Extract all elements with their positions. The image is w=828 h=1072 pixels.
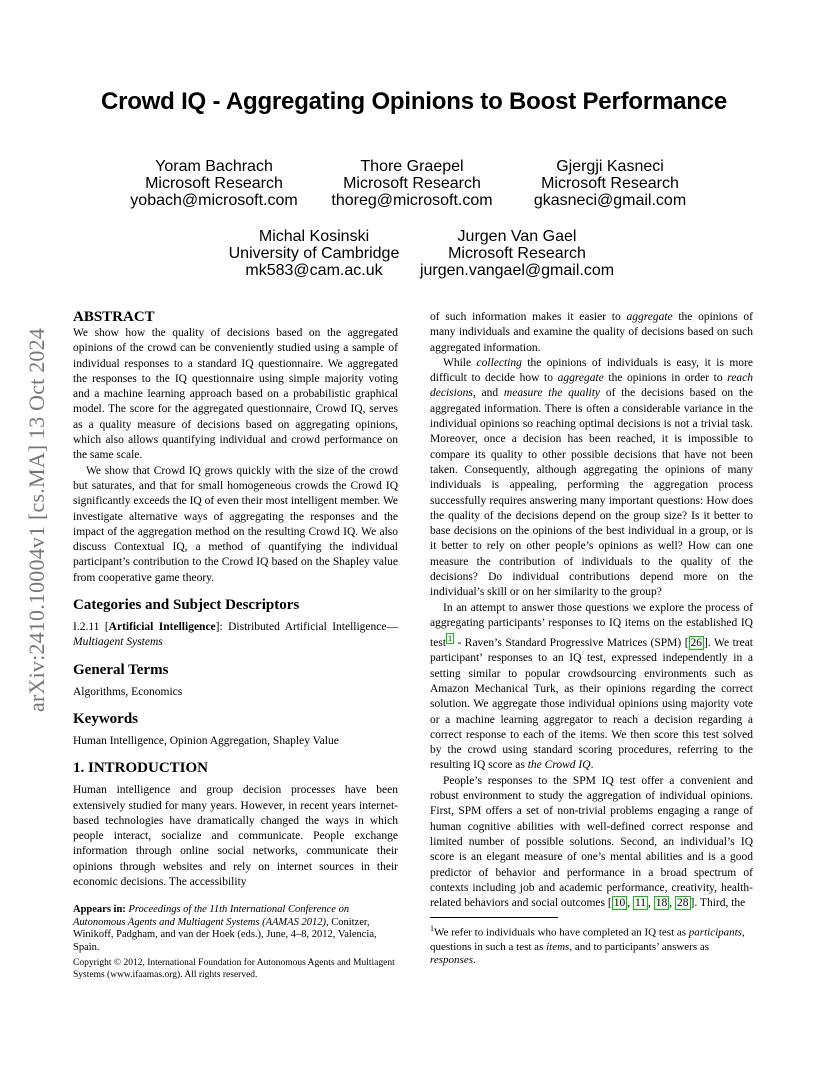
general-terms-heading: General Terms	[73, 661, 169, 678]
categories-section	[73, 596, 398, 651]
author-block	[490, 158, 730, 209]
introduction-section	[73, 759, 398, 890]
author-name: Yoram Bachrach	[155, 158, 273, 175]
footnote-text: $^1$We refer to individuals who have completed an IQ test as participants, questions in such a test as items, and to participants’ answers as responses.	[430, 924, 745, 967]
categories-text: I.2.11 [Artificial Intelligence]: Distributed Artificial Intelligence—Multiagent Systems	[73, 621, 398, 649]
author-block	[397, 228, 637, 279]
keywords-text: Human Intelligence, Opinion Aggregation, Shapley Value	[73, 734, 339, 747]
citation-link[interactable]: 28	[677, 897, 689, 910]
author-affiliation: Microsoft Research	[541, 175, 679, 192]
introduction-paragraph: Human intelligence and group decision processes have been extensively studied for many years. However, in recent years internet-based technologies have dramatically changed the ways in which people interact, socialize and communicate. People exchange information through online social networks, communicate their opinions through websites and rely on internet sources in their economic decisions. The accessibility	[73, 784, 398, 889]
author-name: Gjergji Kasneci	[556, 158, 664, 175]
author-affiliation: Microsoft Research	[343, 175, 481, 192]
author-affiliation: Microsoft Research	[448, 245, 586, 262]
author-email: mk583@cam.ac.uk	[245, 262, 383, 279]
introduction-heading: 1. INTRODUCTION	[73, 760, 209, 777]
keywords-section	[73, 710, 398, 749]
appears-in-block	[73, 904, 398, 981]
author-name: Michal Kosinski	[258, 228, 370, 245]
author-name: Thore Graepel	[360, 158, 464, 175]
body-paragraph: People’s responses to the SPM IQ test offer a convenient and robust environment to study the aggregation of individual opinions. First, SPM offers a set of non-trivial problems engaging a range of human cognitive abilities with well-defined correct response and limited number of possible solutions. Second, an individual’s IQ score is an elegant measure of one’s mental abilities and is a good predictor of behavior and performance in a broad spectrum of contexts including job and academic performance, creativity, health-related behaviors and social outcomes [ 10 , 11 , 18 , 28 ]. Third, the	[430, 774, 753, 910]
author-email: thoreg@microsoft.com	[331, 192, 493, 209]
footnote-divider	[430, 917, 558, 918]
footnote-link[interactable]: 1	[447, 634, 452, 644]
body-paragraph: In an attempt to answer those questions we explore the process of aggregating participants’ responses to IQ items on the established IQ test $^1$ - Raven’s Standard Progressive Matrices (SPM) [ 26 ]. We treat participant’ responses to an IQ test, expressed independently in a setting similar to popular crowdsourcing environments such as Amazon Mechanical Turk, as their opinions regarding the correct solution. We aggregate those individual opinions using majority vote or a machine learning aggregator to reach a decision regarding a correct response to each of the items. We then score this test solved by the crowd using standard scoring procedures, referring to the resulting IQ score as the Crowd IQ.	[430, 601, 753, 772]
abstract-paragraph: We show how the quality of decisions based on the aggregated opinions of the crowd can be conveniently studied using a sample of individual responses to a standard IQ questionnaire. We aggregated the responses to the IQ questionnaire using simple majority voting and a machine learning approach based on a probabilistic graphical model. The score for the aggregated questionnaire, Crowd IQ, serves as a quality measure of decisions based on aggregating opinions, which also allows quantifying individual and crowd performance on the same scale.	[73, 327, 398, 462]
general-terms-text: Algorithms, Economics	[73, 685, 183, 698]
left-column	[73, 308, 398, 890]
body-paragraph: While collecting the opinions of individuals is easy, it is more difficult to decide how to aggregate the opinions in order to reach decisions, and measure the quality of the decisions based on the aggregated information. There is often a considerable variance in the individual opinions so reaching optimal decisions is not a trivial task. Moreover, once a decision has been reached, it is impossible to compare its quality to other possible decisions that have not been taken. Consequently, although aggregating the opinions of many individuals is appealing, performing the aggregation process successfully requires answering many important questions: How does the quality of the decisions depend on the group size? Is it better to base decisions on the opinions of the best individual in a group, or is it better to rely on other people’s opinions as well? How can one measure the contribution of individuals to the quality of the decisions? Do individual contributions depend more on the individual’s skill or on her similarity to the group?	[430, 356, 754, 599]
categories-heading: Categories and Subject Descriptors	[73, 597, 300, 614]
author-affiliation: University of Cambridge	[228, 245, 400, 262]
body-paragraph: of such information makes it easier to aggregate the opinions of many individuals and examine the quality of decisions based on such aggregated information.	[430, 311, 754, 354]
paper-title: Crowd IQ - Aggregating Opinions to Boost Performance	[100, 88, 728, 115]
citation-link[interactable]: 11	[634, 897, 647, 910]
keywords-heading: Keywords	[73, 710, 138, 727]
abstract-heading: ABSTRACT	[73, 309, 155, 325]
general-terms-section	[73, 661, 398, 700]
appears-in-text: Appears in: Proceedings of the 11th International Conference on Autonomous Agents and Multiagent Systems (AAMAS 2012), Conitzer, Winikoff, Padgham, and van der Hoek (eds.), June, 4–8, 2012, Valencia, Spain.	[73, 904, 377, 953]
author-email: yobach@microsoft.com	[130, 192, 298, 209]
author-email: jurgen.vangael@gmail.com	[419, 262, 615, 279]
author-name: Jurgen Van Gael	[457, 228, 577, 245]
author-affiliation: Microsoft Research	[145, 175, 283, 192]
abstract-paragraph: We show that Crowd IQ grows quickly with the size of the crowd but saturates, and that for small homogeneous crowds the Crowd IQ significantly exceeds the IQ of even their most intelligent member. We investigate alternative ways of aggregating the responses and the impact of the aggregation method on the resulting Crowd IQ. We also discuss Contextual IQ, a method of quantifying the individual participant’s contribution to the Crowd IQ based on the Shapley value from cooperative game theory.	[73, 464, 398, 584]
arxiv-identifier	[22, 285, 52, 755]
arxiv-identifier-text: arXiv:2410.10004v1 [cs.MA] 13 Oct 2024	[24, 328, 49, 712]
right-column	[430, 310, 753, 968]
citation-link[interactable]: 26	[690, 637, 703, 650]
citation-link[interactable]: 10	[613, 897, 626, 910]
copyright-text: Copyright © 2012, International Foundation for Autonomous Agents and Multiagent Systems (www.ifaamas.org). All rights reserved.	[73, 958, 395, 980]
author-email: gkasneci@gmail.com	[533, 192, 687, 209]
citation-link[interactable]: 18	[655, 897, 668, 910]
